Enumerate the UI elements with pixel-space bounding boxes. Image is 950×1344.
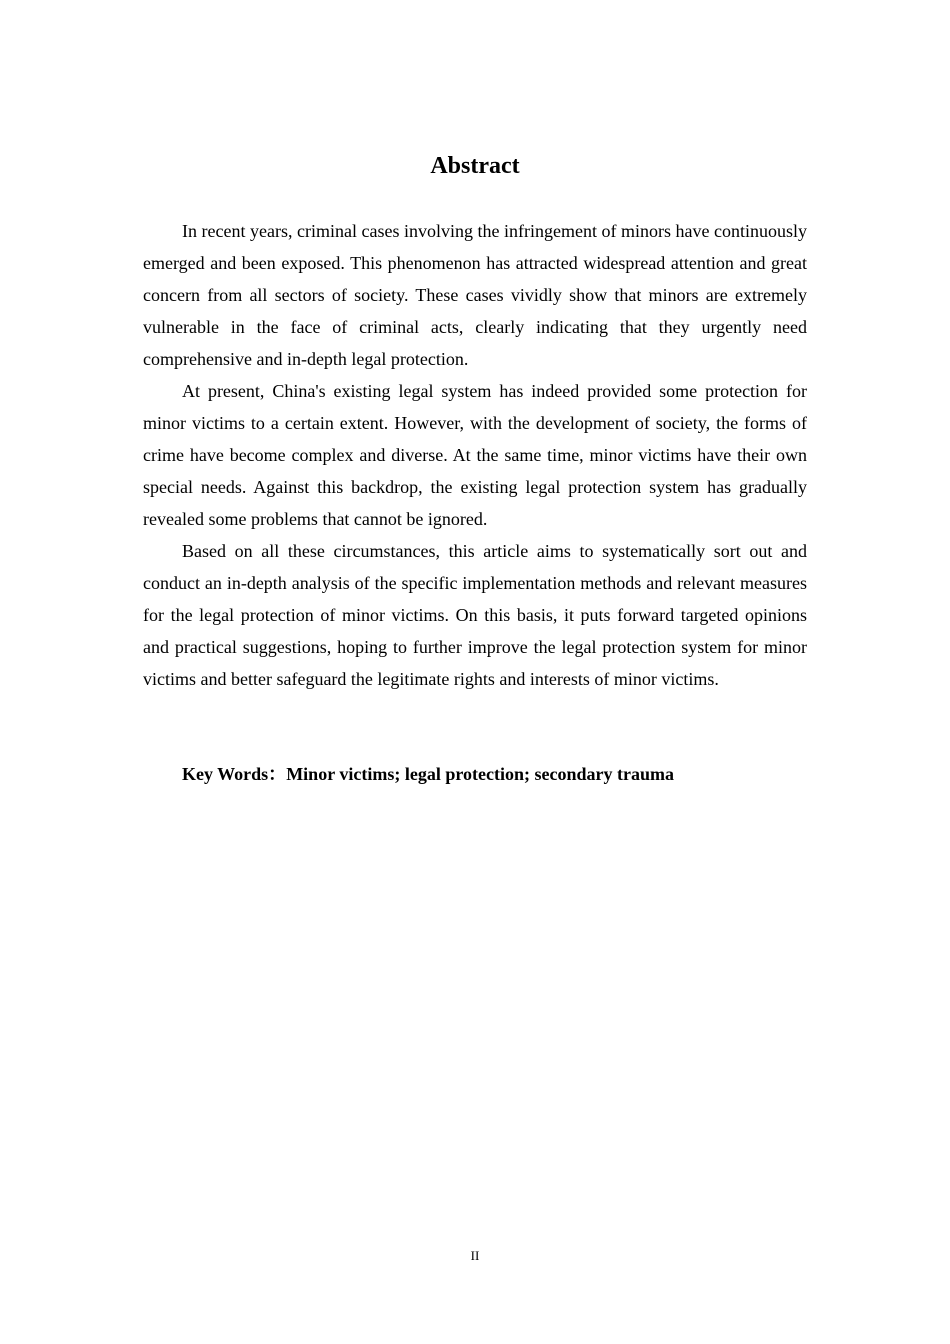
page-number: II — [470, 1248, 480, 1263]
abstract-body — [143, 215, 807, 695]
abstract-title: Abstract — [430, 153, 520, 179]
abstract-paragraph-2: At present, China's existing legal system has indeed provided some protection for minor victims to a certain extent. However, with the development of society, the forms of crime have become complex and diverse. At the same time, minor victims have their own special needs. Against this backdrop, the existing legal protection system has gradually revealed some problems that cannot be ignored. — [143, 381, 807, 529]
abstract-paragraph-3: Based on all these circumstances, this article aims to systematically sort out and conduct an in-depth analysis of the specific implementation methods and relevant measures for the legal protection of minor victims. On this basis, it puts forward targeted opinions and practical suggestions, hoping to further improve the legal protection system for minor victims and better safeguard the legitimate rights and interests of minor victims. — [143, 541, 807, 689]
abstract-paragraph-1: In recent years, criminal cases involving the infringement of minors have continuously emerged and been exposed. This phenomenon has attracted widespread attention and great concern from all sectors of society. These cases vividly show that minors are extremely vulnerable in the face of criminal acts, clearly indicating that they urgently need comprehensive and in-depth legal protection. — [143, 221, 807, 369]
keywords-text: Minor victims; legal protection; secondary trauma — [286, 764, 674, 784]
keywords-line — [182, 758, 807, 790]
keywords-label: Key Words： — [182, 764, 287, 784]
